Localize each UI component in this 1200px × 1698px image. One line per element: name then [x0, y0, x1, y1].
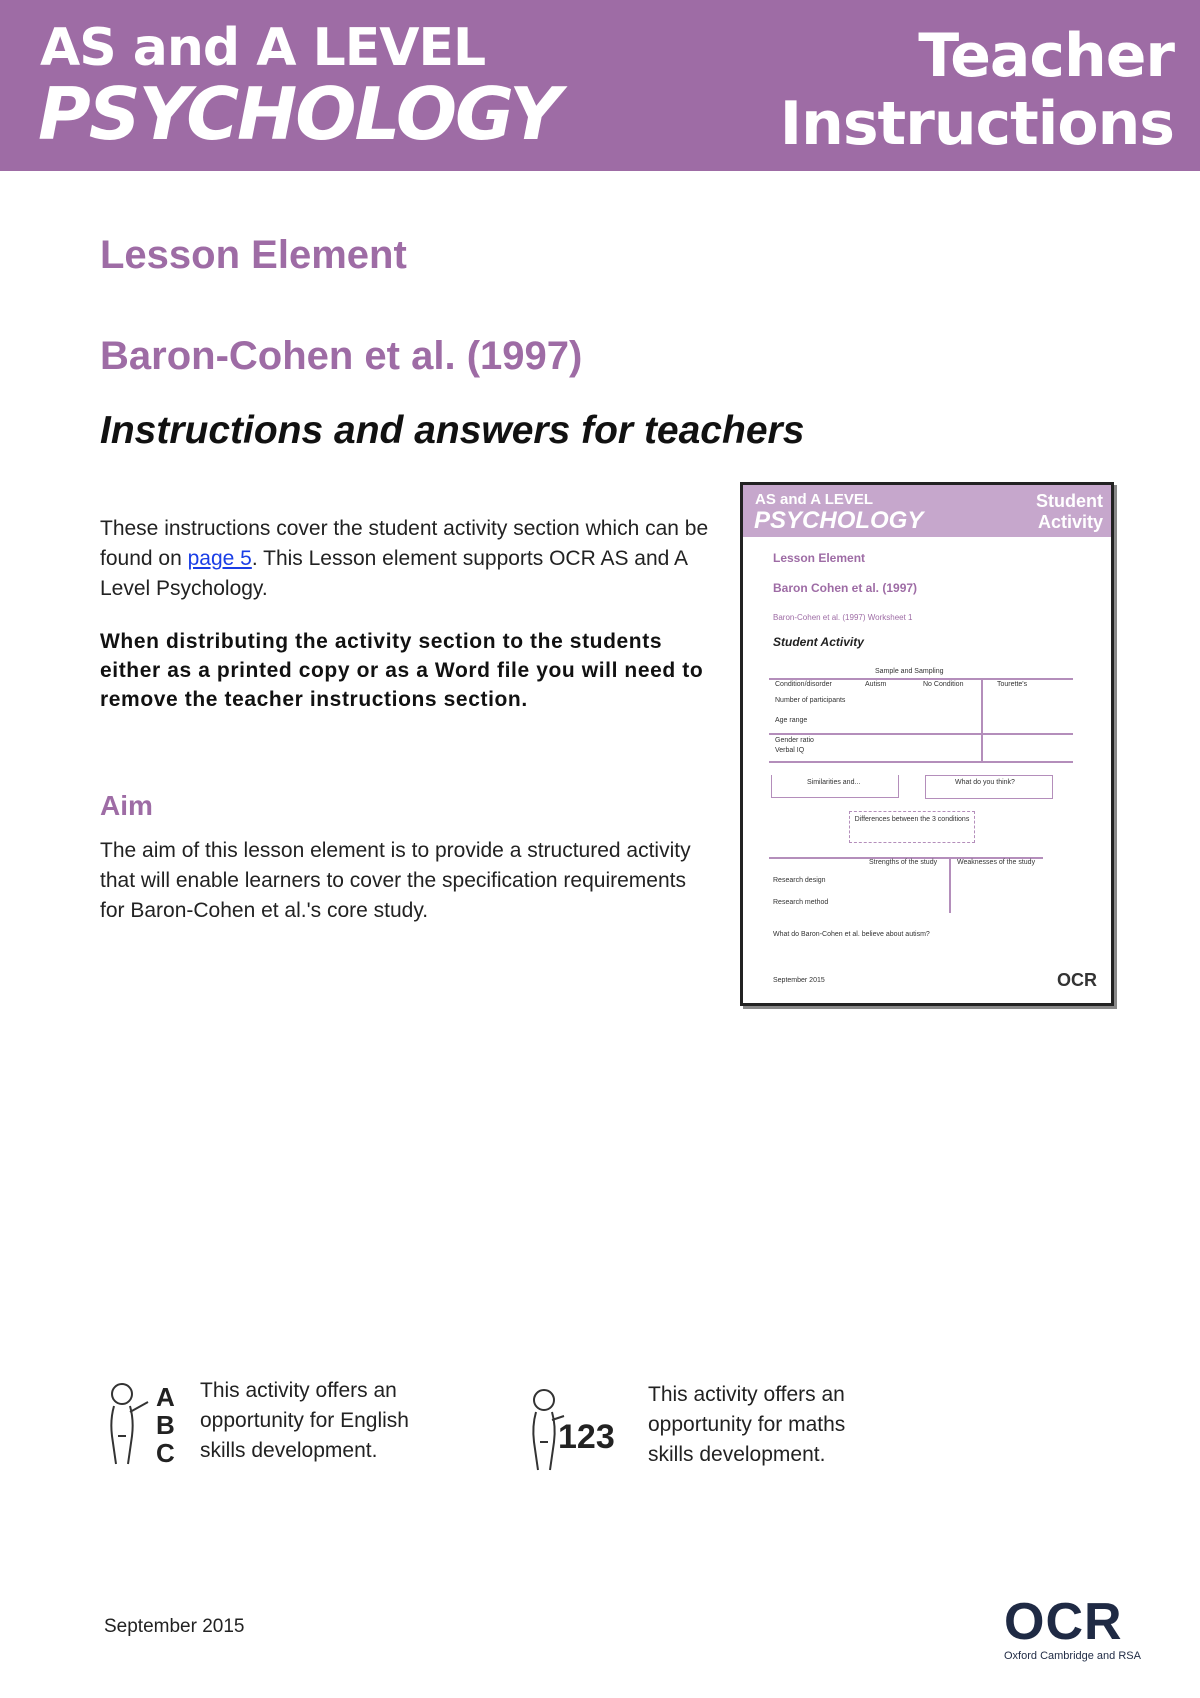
section-label: Lesson Element: [100, 233, 407, 277]
thumbnail-column: Autism: [865, 681, 887, 688]
english-skills-text: This activity offers an opportunity for English skills development.: [200, 1379, 409, 1462]
svg-text:C: C: [156, 1438, 175, 1468]
thumbnail-row: Verbal IQ: [775, 747, 805, 754]
thumbnail-row: Gender ratio: [775, 737, 814, 744]
maths-skills-icon: [526, 1386, 626, 1476]
aim-heading: Aim: [100, 790, 153, 821]
thumbnail-subject-label: AS and A LEVEL: [755, 491, 874, 508]
intro-text-start: These instructions cover the student activity section which can be found on: [100, 517, 709, 570]
thumbnail-table-divider: [981, 678, 983, 762]
thumbnail-row-b: Research method: [773, 899, 829, 906]
document-type: [780, 22, 1174, 158]
document-type-line2: Instructions: [779, 89, 1174, 159]
thumbnail-column: Condition/disorder: [775, 681, 832, 688]
subject-title: PSYCHOLOGY: [38, 72, 560, 156]
thumbnail-bubble-right-text: What do you think?: [955, 779, 1015, 786]
student-activity-thumbnail: [740, 482, 1114, 1006]
intro-text-end: . This Lesson element supports OCR AS and A Level Psychology.: [100, 547, 687, 600]
thumbnail-ocr-logo: OCR: [1057, 970, 1097, 990]
maths-skills-text: This activity offers an opportunity for maths skills development.: [648, 1383, 846, 1466]
thumbnail-footer-date: September 2015: [773, 977, 825, 984]
thumbnail-study-title: Baron Cohen et al. (1997): [773, 581, 918, 595]
svg-text:B: B: [156, 1410, 175, 1440]
svg-text:123: 123: [558, 1418, 615, 1456]
header-banner: [0, 0, 1200, 171]
thumbnail-column: Tourette's: [997, 681, 1028, 688]
thumbnail-table-title: Sample and Sampling: [875, 668, 944, 675]
document-subtitle: Instructions and answers for teachers: [100, 409, 805, 452]
thumbnail-row-a: Research design: [773, 877, 826, 884]
ocr-logo-mark: OCR: [1004, 1593, 1123, 1651]
aim-paragraph: The aim of this lesson element is to provide a structured activity that will enable learners to cover the specification requirements for Baron-Cohen et al.'s core study.: [100, 839, 691, 922]
svg-text:A: A: [156, 1382, 175, 1412]
thumbnail-question: What do Baron-Cohen et al. believe about autism?: [773, 931, 930, 938]
subject-label: AS and A LEVEL: [40, 18, 486, 78]
thumbnail-column: No Condition: [923, 681, 964, 688]
document-type-line1: Teacher: [918, 21, 1174, 91]
thumbnail-table-top-rule: [769, 678, 1073, 680]
thumbnail-type-line1: Student: [1036, 491, 1103, 511]
english-skills-callout: [104, 1376, 444, 1476]
publication-date: September 2015: [104, 1616, 245, 1637]
thumbnail-row: Number of participants: [775, 697, 846, 704]
thumbnail-activity-title: Student Activity: [773, 635, 864, 649]
ocr-logo-tagline: Oxford Cambridge and RSA: [1004, 1650, 1141, 1662]
intro-paragraph: [100, 514, 720, 604]
thumbnail-type-line2: Activity: [1037, 512, 1103, 532]
thumbnail-table-mid-rule: [769, 733, 1073, 735]
english-skills-icon: [104, 1380, 184, 1470]
page-link[interactable]: page 5: [187, 547, 252, 570]
maths-skills-callout: [526, 1380, 906, 1480]
warning-paragraph: When distributing the activity section to the students either as a printed copy or as a Word file you will need to remove the teacher instructions section.: [100, 630, 704, 711]
ocr-logo: [1004, 1593, 1164, 1662]
thumbnail-type: [1036, 491, 1103, 533]
thumbnail-row: Age range: [775, 717, 808, 724]
study-title: Baron-Cohen et al. (1997): [100, 334, 583, 378]
thumbnail-bubble-left-text: Similarities and...: [807, 779, 861, 786]
thumbnail-lesson-element: Lesson Element: [773, 551, 866, 565]
thumbnail-centre-box: Differences between the 3 conditions: [849, 811, 975, 843]
thumbnail-subject-title: PSYCHOLOGY: [754, 507, 924, 534]
thumbnail-header: [743, 485, 1111, 537]
thumbnail-weaknesses-header: Weaknesses of the study: [957, 859, 1036, 866]
thumbnail-worksheet: Baron-Cohen et al. (1997) Worksheet 1: [773, 613, 913, 622]
thumbnail-lower-divider: [949, 857, 951, 913]
thumbnail-table-bottom-rule: [769, 761, 1073, 763]
thumbnail-strengths-header: Strengths of the study: [869, 859, 938, 866]
